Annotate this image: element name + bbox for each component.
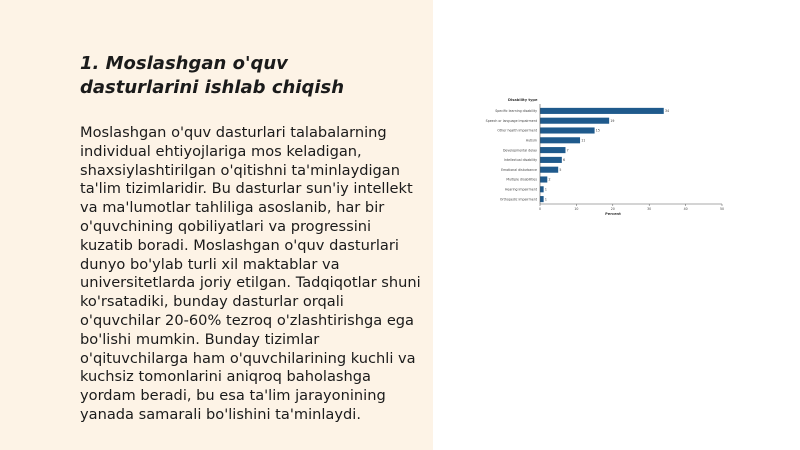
bar xyxy=(540,186,544,192)
slide-title: 1. Moslashgan o'quv dasturlarini ishlab chiqish xyxy=(80,53,345,98)
chart-title: Disability type xyxy=(508,98,538,102)
x-tick-label: 40 xyxy=(683,207,688,211)
category-label: Orthopedic impairment xyxy=(499,197,537,202)
data-label: 34 xyxy=(664,109,670,114)
bar xyxy=(540,157,562,163)
x-tick-label: 0 xyxy=(538,207,542,211)
category-label: Other health impairment xyxy=(497,128,537,133)
x-tick-label: 20 xyxy=(610,207,615,211)
data-label: 1 xyxy=(544,197,547,202)
data-label: 2 xyxy=(548,177,551,182)
bar xyxy=(540,127,595,133)
category-label: Specific learning disability xyxy=(495,109,537,114)
x-tick-label: 30 xyxy=(647,207,652,211)
data-label: 5 xyxy=(559,167,562,172)
category-label: Emotional disturbance xyxy=(501,167,537,172)
data-label: 19 xyxy=(610,118,615,123)
bar xyxy=(540,118,609,124)
x-tick-label: 10 xyxy=(574,207,579,211)
data-label: 15 xyxy=(595,128,600,133)
data-label: 7 xyxy=(566,148,569,153)
category-label: Developmental delay xyxy=(502,148,537,153)
bar xyxy=(540,167,558,173)
category-label: Autism xyxy=(525,138,537,143)
x-tick-label: 50 xyxy=(719,207,725,211)
bar-chart-svg xyxy=(480,92,730,222)
bar-chart xyxy=(480,92,730,222)
x-axis-label: Percent xyxy=(605,212,621,216)
data-label: 6 xyxy=(563,158,566,163)
category-label: Speech or language impairment xyxy=(485,118,537,123)
data-label: 1 xyxy=(544,187,547,192)
bar xyxy=(540,176,547,182)
category-label: Multiple disabilities xyxy=(506,177,537,182)
data-label: 11 xyxy=(581,138,586,143)
bar xyxy=(540,137,580,143)
bar xyxy=(540,147,565,153)
category-label: Intellectual disability xyxy=(503,158,537,163)
bar xyxy=(540,196,544,202)
category-label: Hearing impairment xyxy=(504,187,537,192)
bar xyxy=(540,108,664,114)
slide-body-text: Moslashgan o'quv dasturlari talabalarning individual ehtiyojlariga mos keladigan, shaxsiylashtirilgan o'qitishni ta'minlaydigan ta'lim tizimlaridir. Bu dasturlar sun'iy intellekt va ma'lumotlar tahliliga asoslanib, har bir o'quvchining qobiliyatlari va progressini kuzatib boradi. Moslashgan o'quv dasturlari dunyo bo'ylab turli xil maktablar va universitetlarda joriy etilgan. Tadqiqotlar shuni ko'rsatadiki, bunday dasturlar orqali o'quvchilar 20-60% tezroq o'zlashtirishga ega bo'lishi mumkin. Bunday tizimlar o'qituvchilarga ham o'quvchilarining kuchli va kuchsiz tomonlarini aniqroq baholashga yordam beradi, bu esa ta'lim jarayonining yanada samarali bo'lishini ta'minlaydi. xyxy=(80,124,421,423)
